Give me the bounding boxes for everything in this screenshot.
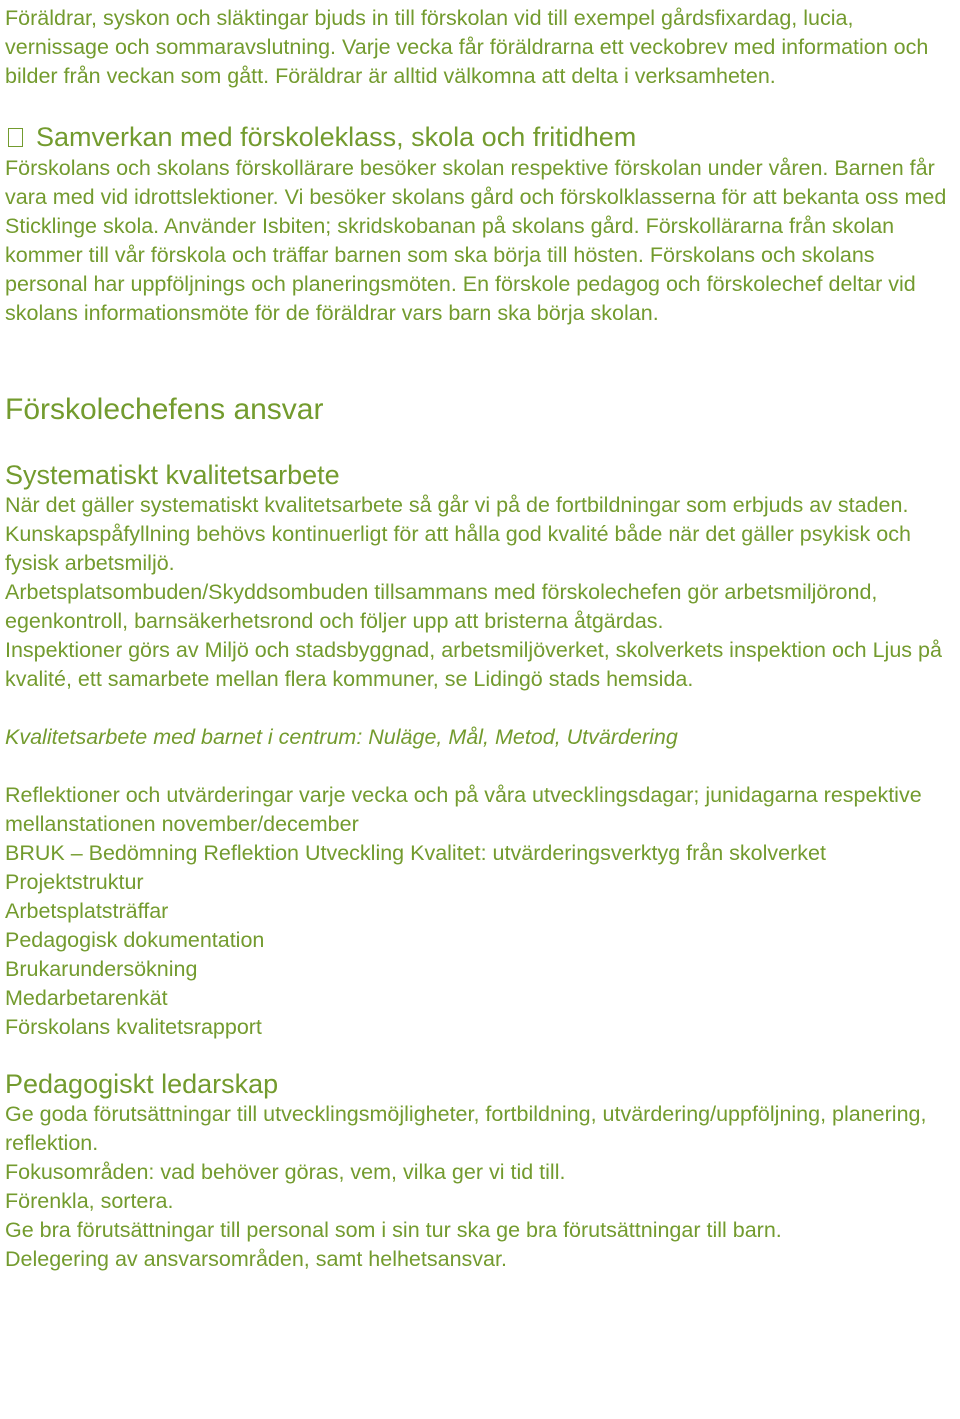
kvalitet-list-item: Arbetsplatsträffar [5,899,169,923]
ledarskap-line: Fokusområden: vad behöver göras, vem, vilka ger vi tid till. [5,1160,566,1184]
kvalitet-paragraph-1: När det gäller systematiskt kvalitetsarbete så går vi på de fortbildningar som erbjuds av staden. Kunskapspåfyllning behövs kontinuerligt för att hålla god kvalité både när det gäller psykisk och fysisk arbetsmiljö. [5,493,911,575]
kvalitet-list-item: BRUK – Bedömning Reflektion Utveckling Kvalitet: utvärderingsverktyg från skolverket [5,841,826,865]
kvalitet-italic-line: Kvalitetsarbete med barnet i centrum: Nuläge, Mål, Metod, Utvärdering [5,725,678,749]
kvalitet-list-item: Brukarundersökning [5,957,198,981]
kvalitet-list-item: Projektstruktur [5,870,144,894]
kvalitet-list-item: Reflektioner och utvärderingar varje vecka och på våra utvecklingsdagar; junidagarna respektive mellanstationen november/december [5,783,922,836]
ledarskap-line: Ge bra förutsättningar till personal som i sin tur ska ge bra förutsättningar till barn. [5,1218,782,1242]
kvalitet-list-item: Förskolans kvalitetsrapport [5,1015,262,1039]
kvalitet-paragraph-2: Arbetsplatsombuden/Skyddsombuden tillsammans med förskolechefen gör arbetsmiljörond, egenkontroll, barnsäkerhetsrond och följer upp att bristerna åtgärdas. [5,580,878,633]
intro-paragraph: Föräldrar, syskon och släktingar bjuds in till förskolan vid till exempel gårdsfixardag, lucia, vernissage och sommaravslutning. Varje vecka får föräldrarna ett veckobrev med information och bilder från veckan som gått. Föräldrar är alltid välkomna att delta i verksamheten. [5,6,929,88]
kvalitet-list-item: Pedagogisk dokumentation [5,928,265,952]
ledarskap-line: Ge goda förutsättningar till utvecklingsmöjligheter, fortbildning, utvärdering/uppföljning, planering, reflektion. [5,1102,927,1155]
kvalitet-heading: Systematiskt kvalitetsarbete [5,460,340,490]
box-icon [8,128,23,147]
ledarskap-line: Förenkla, sortera. [5,1189,174,1213]
kvalitet-list-item: Medarbetarenkät [5,986,168,1010]
samverkan-paragraph: Förskolans och skolans förskollärare besöker skolan respektive förskolan under våren. Barnen får vara med vid idrottslektioner. Vi besöker skolans gård och förskolklasserna för att bekanta oss med Sticklinge skola. Använder Isbiten; skridskobanan på skolans gård. Förskollärarna från skolan kommer till vår förskola och träffar barnen som ska börja till hösten. Förskolans och skolans personal har uppföljnings och planeringsmöten. En förskole pedagog och förskolechef deltar vid skolans informationsmöte för de föräldrar vars barn ska börja skolan. [5,156,947,325]
ledarskap-line: Delegering av ansvarsområden, samt helhetsansvar. [5,1247,507,1271]
samverkan-heading [5,120,955,154]
forskolechef-heading: Förskolechefens ansvar [5,393,324,426]
kvalitet-paragraph-3: Inspektioner görs av Miljö och stadsbyggnad, arbetsmiljöverket, skolverkets inspektion och Ljus på kvalité, ett samarbete mellan flera kommuner, se Lidingö stads hemsida. [5,638,942,691]
samverkan-heading-text: Samverkan med förskoleklass, skola och fritidhem [36,122,637,152]
ledarskap-heading: Pedagogiskt ledarskap [5,1069,279,1099]
